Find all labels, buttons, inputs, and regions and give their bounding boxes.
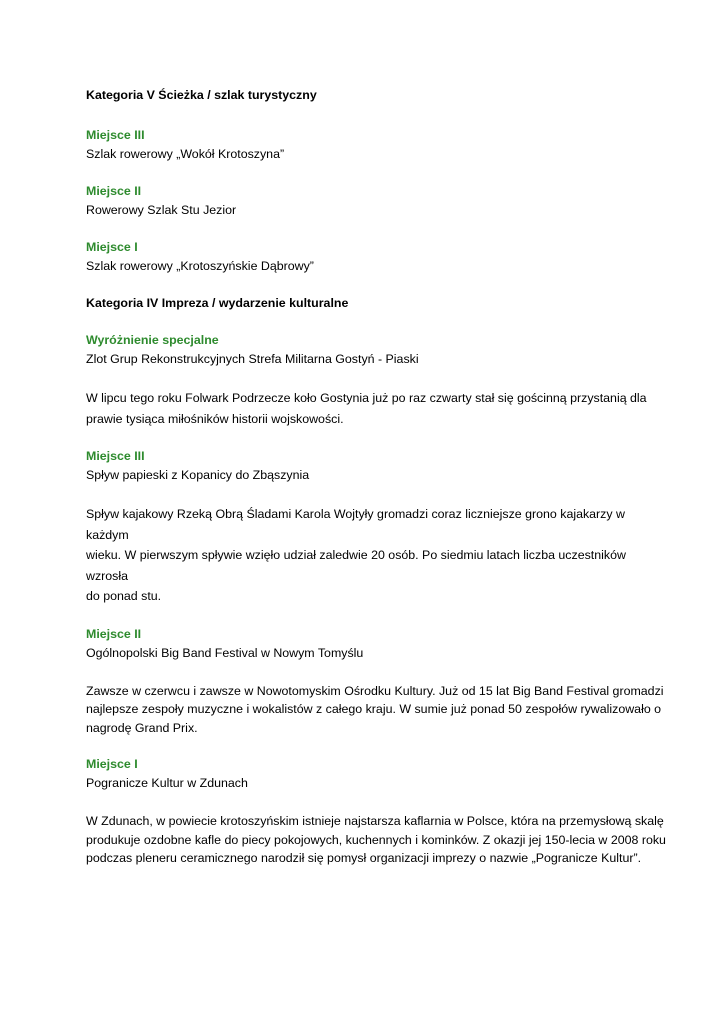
category-iv-place-1-description-line: W Zdunach, w powiecie krotoszyńskim istnieje najstarsza kaflarnia w Polsce, która na przemysłową skalę xyxy=(86,814,664,828)
document-page xyxy=(86,86,666,868)
category-iv-place-1-description-line: podczas pleneru ceramicznego narodził się pomysł organizacji imprezy o nazwie „Pogranicze Kultur”. xyxy=(86,851,642,865)
category-v-place-2-label: Miejsce II xyxy=(86,184,142,198)
category-v-place-1-label: Miejsce I xyxy=(86,240,138,254)
category-v-place-3-label: Miejsce III xyxy=(86,128,145,142)
category-iv-place-2-description-line: nagrodę Grand Prix. xyxy=(86,720,198,735)
category-iv-place-1-description-line: produkuje ozdobne kafle do piecy pokojowych, kuchennych i kominków. Z okazji jej 150-lecia w 2008 roku xyxy=(86,832,666,847)
category-v-place-3-name: Szlak rowerowy „Wokół Krotoszyna” xyxy=(86,147,285,161)
category-iv-place-3-description-line: Spływ kajakowy Rzeką Obrą Śladami Karola Wojtyły gromadzi coraz liczniejsze grono kajakarzy w każdym xyxy=(86,507,625,542)
category-iv-place-3-name: Spływ papieski z Kopanicy do Zbąszynia xyxy=(86,468,310,482)
category-iv-place-3-description-line: do ponad stu. xyxy=(86,589,162,603)
category-iv-place-2-name: Ogólnopolski Big Band Festival w Nowym Tomyślu xyxy=(86,645,364,660)
category-v-heading: Kategoria V Ścieżka / szlak turystyczny xyxy=(86,88,317,102)
category-iv-place-3-description-line: wieku. W pierwszym spływie wzięło udział zaledwie 20 osób. Po siedmiu latach liczba uczestników wzrosła xyxy=(86,548,626,583)
category-iv-special-description-line: prawie tysiąca miłośników historii wojskowości. xyxy=(86,411,344,426)
category-iv-place-2-description-line: najlepsze zespoły muzyczne i wokalistów z całego kraju. W sumie już ponad 50 zespołów rywalizowało o xyxy=(86,702,662,716)
category-v-place-2-name: Rowerowy Szlak Stu Jezior xyxy=(86,203,237,217)
category-iv-heading: Kategoria IV Impreza / wydarzenie kulturalne xyxy=(86,296,349,310)
category-iv-special-label: Wyróżnienie specjalne xyxy=(86,333,219,347)
category-iv-place-2-label: Miejsce II xyxy=(86,626,142,641)
category-iv-place-2-description-line: Zawsze w czerwcu i zawsze w Nowotomyskim Ośrodku Kultury. Już od 15 lat Big Band Festival gromadzi xyxy=(86,683,664,698)
category-iv-special-name: Zlot Grup Rekonstrukcyjnych Strefa Militarna Gostyń - Piaski xyxy=(86,352,419,366)
category-iv-place-3-label: Miejsce III xyxy=(86,449,145,463)
category-iv-special-description-line: W lipcu tego roku Folwark Podrzecze koło Gostynia już po raz czwarty stał się gościnną przystanią dla xyxy=(86,391,647,405)
category-iv-place-1-label: Miejsce I xyxy=(86,757,138,771)
category-v-place-1-name: Szlak rowerowy „Krotoszyńskie Dąbrowy” xyxy=(86,259,314,273)
category-iv-place-1-name: Pogranicze Kultur w Zdunach xyxy=(86,776,248,790)
